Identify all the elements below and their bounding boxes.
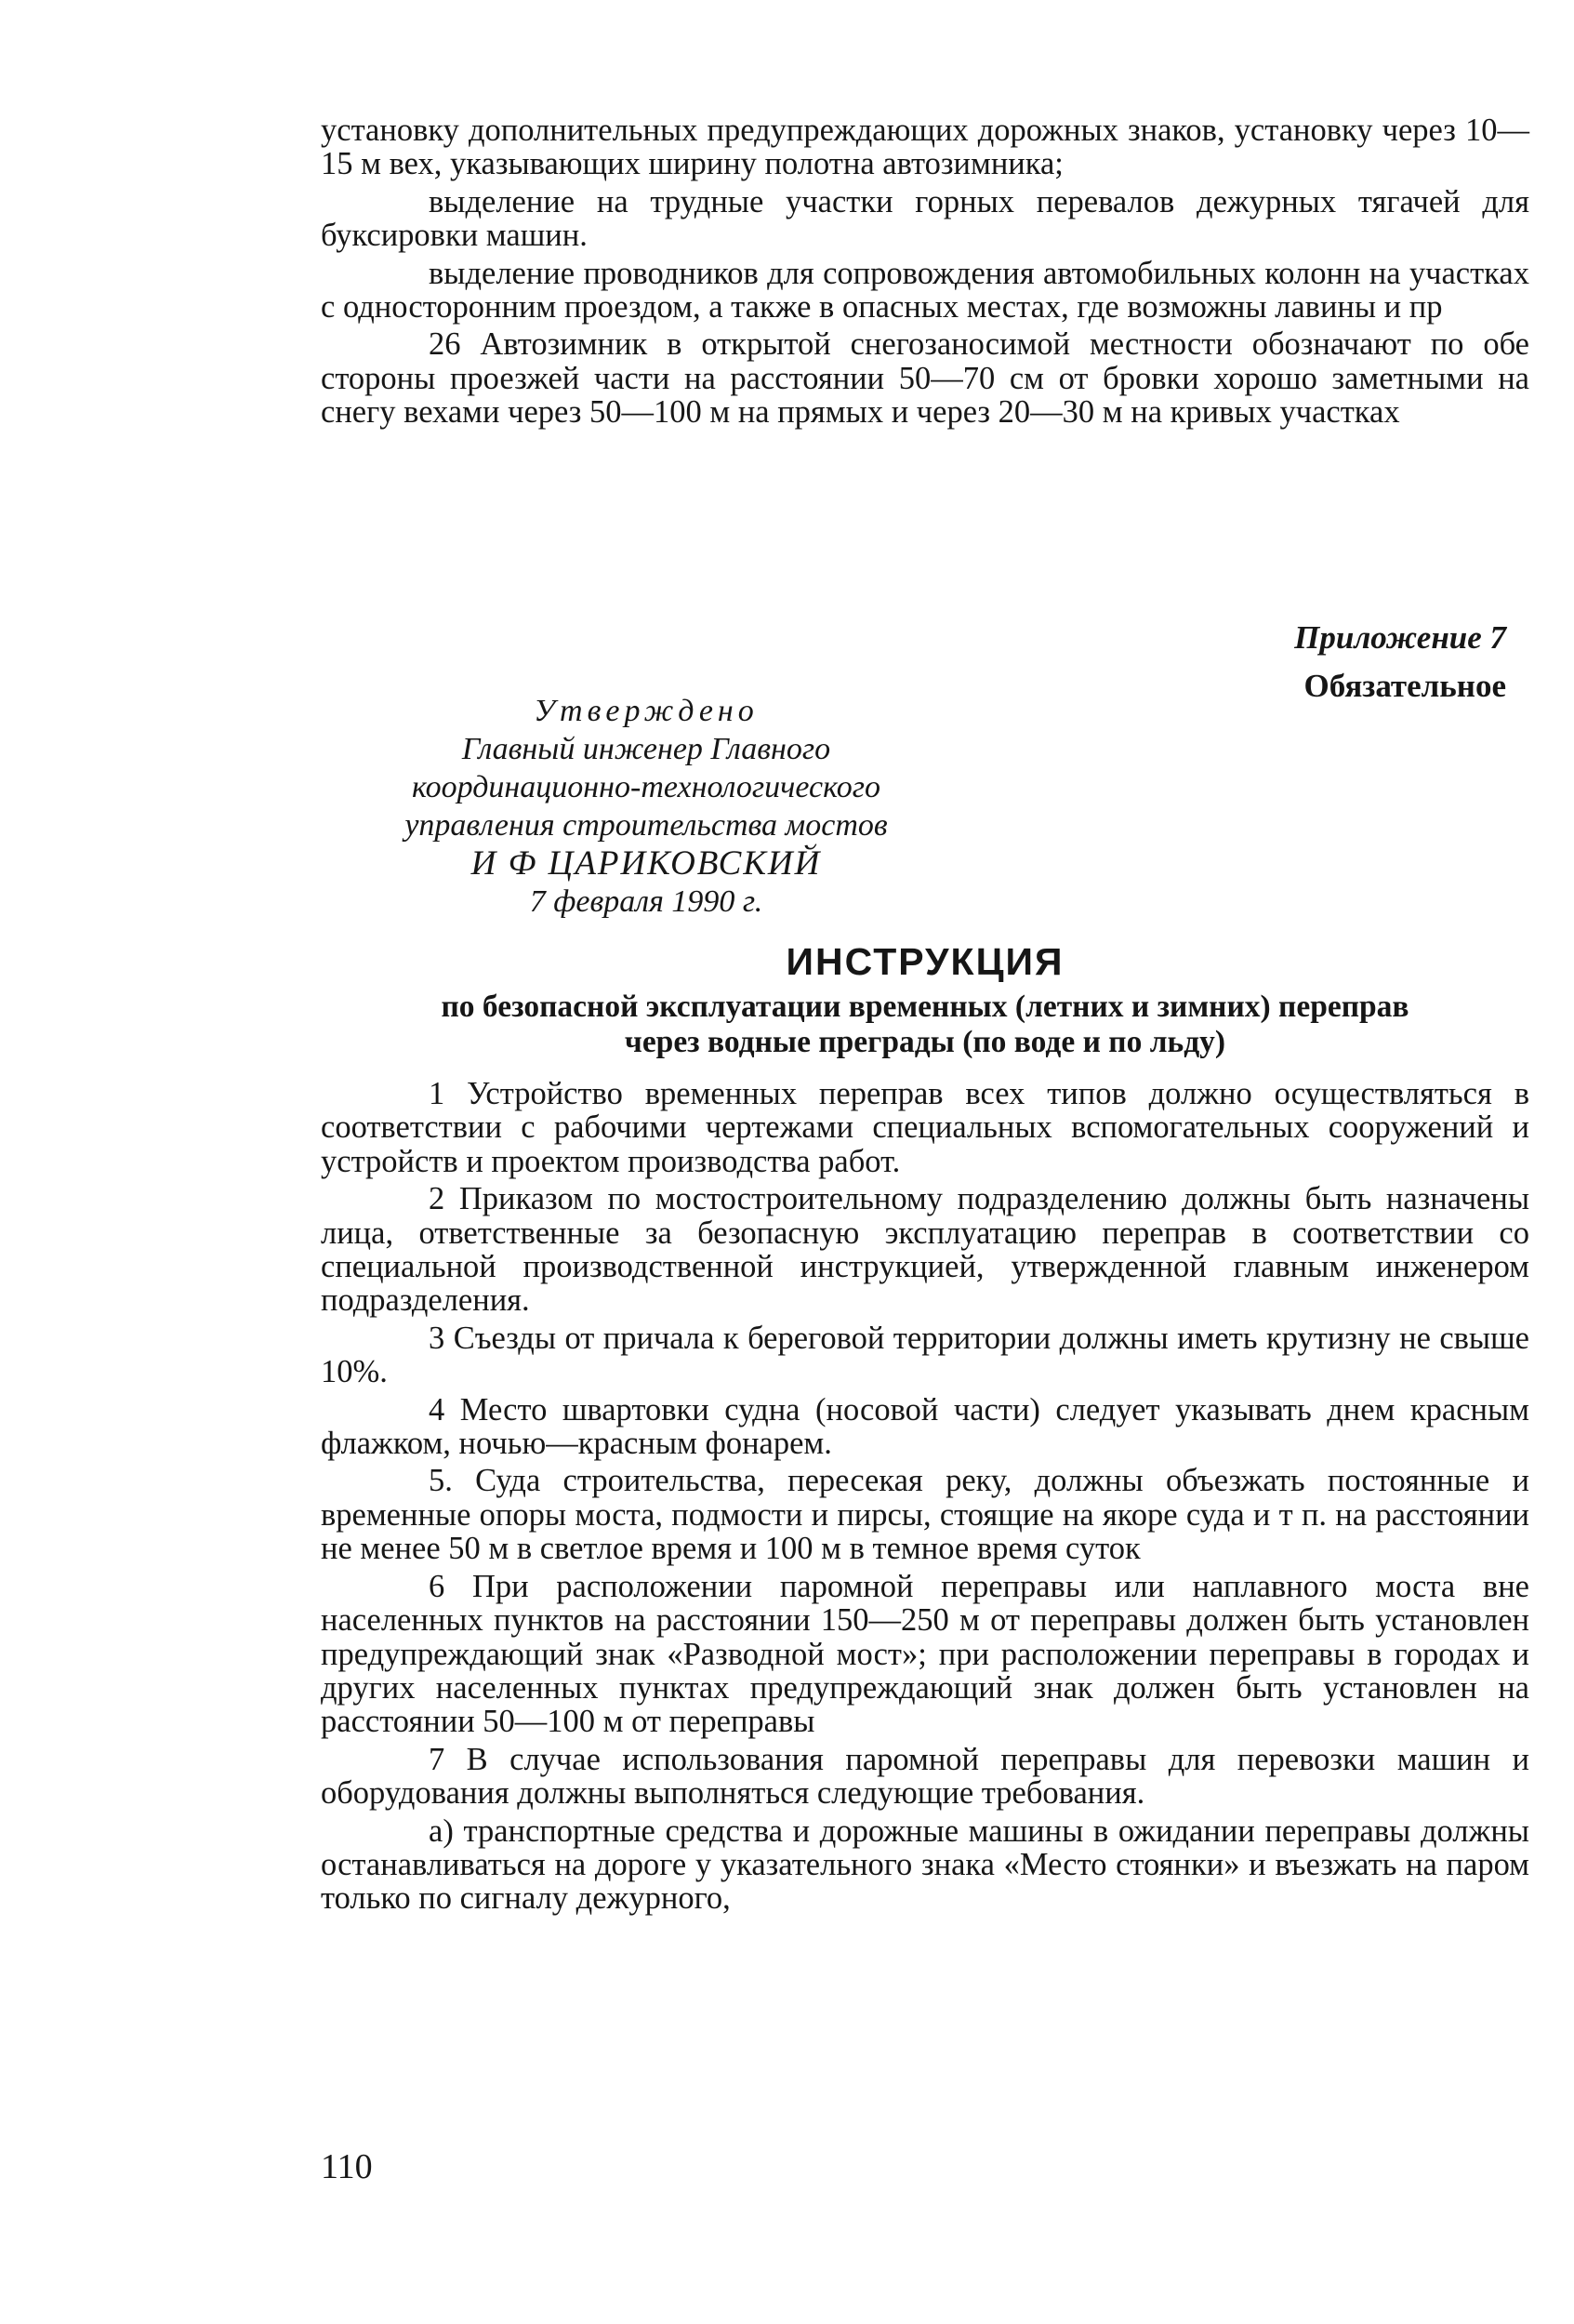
instruction-title <box>321 937 1529 1060</box>
appendix-status: Обязательное <box>1303 668 1506 704</box>
approval-line: Главный инженер Главного <box>461 732 831 766</box>
approval-line: управления строительства мостов <box>404 808 888 843</box>
subtitle-line: по безопасной эксплуатации временных (летних и зимних) переправ <box>441 989 1409 1024</box>
instruction-item: 1 Устройство временных переправ всех типов должно осуществляться в соответствии с рабочими чертежами специальных вспомогательных сооружений и устройств и проектом производства работ. <box>321 1076 1529 1179</box>
approval-heading: Утверждено <box>534 694 759 728</box>
instruction-item: 2 Приказом по мостостроительному подразделению должны быть назначены лица, ответственные за безопасную эксплуатацию переправ в соответствии со специальной производственной инструкцией, утвержденной главным инженером подразделения. <box>321 1181 1529 1319</box>
page-number: 110 <box>321 2147 373 2186</box>
instruction-item: 4 Место швартовки судна (носовой части) следует указывать днем красным флажком, ночью—красным фонарем. <box>321 1391 1529 1462</box>
top-paragraph: 26 Автозимник в открытой снегозаносимой местности обозначают по обе стороны проезжей части на расстоянии 50—70 см от бровки хорошо заметными на снегу вехами через 50—100 м на прямых и через 20—30 м на кривых участках <box>321 326 1529 431</box>
top-text <box>321 113 1529 430</box>
appendix-number: Приложение 7 <box>1294 619 1506 656</box>
title-heading: ИНСТРУКЦИЯ <box>786 940 1065 983</box>
instruction-item: 5. Суда строительства, пересекая реку, должны объезжать постоянные и временные опоры моста, подмости и пирсы, стоящие на якоре суда и т п. на расстоянии не менее 50 м в светлое время и 100 м в темное время суток <box>321 1463 1529 1567</box>
subtitle-line: через водные преграды (по воде и по льду) <box>624 1025 1226 1059</box>
approval-block <box>321 692 972 921</box>
approval-line: координационно-технологического <box>412 770 880 804</box>
appendix-label <box>1162 618 1506 707</box>
title-subtitle <box>321 989 1529 1060</box>
instruction-item: 6 При расположении паромной переправы или наплавного моста вне населенных пунктов на расстоянии 150—250 м от переправы должен быть установлен предупреждающий знак «Разводной мост»; при расположении переправы в городах и других населенных пунктах предупреждающий знак должен быть установлен на расстоянии 50—100 м от переправы <box>321 1568 1529 1740</box>
top-paragraph: установку дополнительных предупреждающих дорожных знаков, установку через 10—15 м вех, указывающих ширину полотна автозимника; <box>321 113 1529 182</box>
instruction-item: 7 В случае использования паромной переправы для перевозки машин и оборудования должны выполняться следующие требования. <box>321 1741 1529 1812</box>
instruction-items <box>321 1077 1529 1916</box>
top-paragraph: выделение на трудные участки горных перевалов дежурных тягачей для буксировки машин. <box>321 183 1529 254</box>
top-paragraph: выделение проводников для сопровождения автомобильных колонн на участках с односторонним проездом, а также в опасных местах, где возможны лавины и пр <box>321 255 1529 325</box>
instruction-item: 3 Съезды от причала к береговой территории должны иметь крутизну не свыше 10%. <box>321 1320 1529 1390</box>
approval-date: 7 февраля 1990 г. <box>529 884 763 919</box>
approval-name: И Ф ЦАРИКОВСКИЙ <box>470 844 822 883</box>
instruction-item: а) транспортные средства и дорожные машины в ожидании переправы должны останавливаться на дороге у указательного знака «Место стоянки» и въезжать на паром только по сигналу дежурного, <box>321 1813 1529 1917</box>
